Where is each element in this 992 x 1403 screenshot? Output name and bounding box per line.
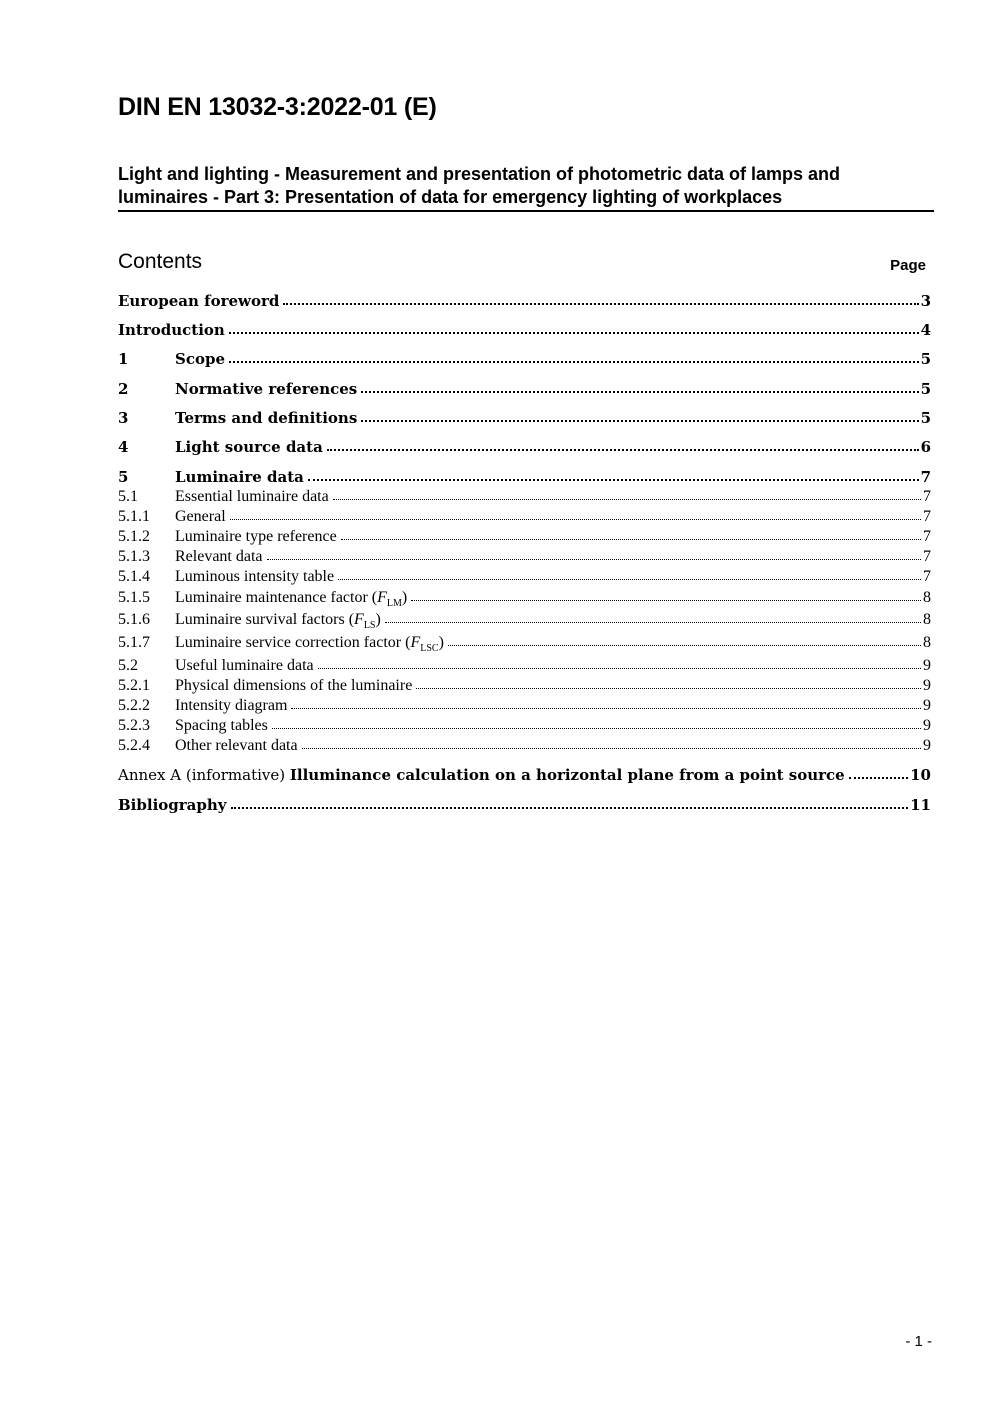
toc-entry-number: 1 [118, 350, 129, 368]
toc-dot-leader [333, 491, 921, 501]
toc-entry-title-text: Luminaire maintenance factor ( [175, 589, 378, 606]
toc-entry[interactable] [118, 634, 931, 654]
toc-entry[interactable] [118, 611, 931, 631]
toc-dot-leader [385, 614, 921, 624]
toc-entry[interactable] [118, 548, 931, 566]
toc-entry-title-text: Essential luminaire data [175, 488, 329, 505]
toc-entry-subscript: LSC [420, 643, 439, 655]
toc-dot-leader [291, 700, 921, 710]
toc-entry-title-text: General [175, 508, 226, 525]
toc-entry-title-text: Terms and definitions [175, 409, 358, 427]
toc-entry-title-text: Introduction [118, 321, 225, 339]
toc-entry-title-text: Bibliography [118, 796, 227, 814]
toc-entry-page: 7 [923, 488, 931, 505]
toc-entry-title [175, 528, 337, 546]
subtitle-line: Light and lighting - Measurement and presentation of photometric data of lamps and [118, 164, 841, 184]
toc-entry[interactable] [118, 528, 931, 546]
toc-entry-number: 5.2.3 [118, 717, 150, 734]
toc-entry[interactable] [118, 508, 931, 526]
toc-entry-page: 7 [923, 568, 931, 585]
toc-entry-number: 5.1.3 [118, 548, 150, 565]
toc-entry-symbol: F [377, 589, 387, 606]
toc-entry-title-end: ) [375, 611, 381, 628]
toc-entry-symbol: F [410, 634, 421, 651]
toc-dot-leader [341, 531, 921, 541]
toc-entry-title [175, 634, 444, 654]
toc-entry-title-text: Spacing tables [175, 717, 268, 734]
toc-entry-number: 5.1.6 [118, 611, 150, 628]
toc-dot-leader [302, 740, 921, 750]
toc-dot-leader [411, 592, 921, 602]
toc-entry[interactable] [118, 438, 931, 456]
toc-entry-title [175, 737, 298, 755]
toc-entry[interactable] [118, 321, 931, 339]
toc-entry[interactable] [118, 380, 931, 398]
toc-entry-title [175, 380, 357, 398]
toc-entry-title-text: Physical dimensions of the luminaire [175, 677, 413, 694]
toc-entry-title [175, 611, 381, 631]
toc-entry-page: 9 [923, 657, 931, 674]
toc-entry[interactable] [118, 737, 931, 755]
toc-dot-leader [849, 770, 908, 780]
toc-dot-leader [231, 800, 909, 810]
toc-entry[interactable] [118, 488, 931, 506]
toc-entry-title-text: Intensity diagram [175, 697, 288, 714]
toc-entry-title [118, 766, 845, 784]
toc-entry-title [118, 292, 279, 310]
toc-entry-page: 9 [923, 737, 931, 754]
toc-entry-number: 5.1.4 [118, 568, 150, 585]
toc-entry-page: 10 [910, 766, 931, 784]
toc-dot-leader [327, 442, 919, 452]
toc-entry-title [175, 508, 226, 526]
toc-entry-page: 9 [923, 697, 931, 714]
toc-entry-page: 8 [923, 634, 931, 651]
toc-entry-title [175, 488, 329, 506]
toc-entry-number: 5.1 [118, 488, 138, 505]
toc-entry-page: 11 [910, 796, 931, 814]
toc-dot-leader [229, 354, 919, 364]
toc-dot-leader [318, 660, 921, 670]
toc-entry-title [118, 321, 225, 339]
toc-entry-title [175, 717, 268, 735]
toc-entry[interactable] [118, 796, 931, 814]
toc-entry-page: 4 [920, 321, 931, 339]
toc-entry-title-text: Scope [175, 350, 226, 368]
toc-entry-title-text: European foreword [118, 292, 280, 310]
toc-entry-number: 5.1.2 [118, 528, 150, 545]
toc-entry-title [175, 568, 334, 586]
toc-entry-number: 5.2.4 [118, 737, 150, 754]
subtitle-line: luminaires - Part 3: Presentation of data for emergency lighting of workplaces [118, 187, 783, 207]
toc-entry-title-text: Luminaire data [175, 468, 304, 486]
document-id: DIN EN 13032-3:2022-01 (E) [118, 93, 437, 121]
toc-entry-title [175, 677, 412, 695]
toc-dot-leader [308, 472, 919, 482]
toc-dot-leader [230, 511, 921, 521]
toc-entry-page: 7 [923, 548, 931, 565]
toc-entry-page: 5 [920, 380, 931, 398]
toc-entry-title-text: Relevant data [175, 548, 263, 565]
toc-entry[interactable] [118, 657, 931, 675]
toc-entry[interactable] [118, 717, 931, 735]
toc-entry-title-text: Luminaire survival factors ( [175, 611, 355, 628]
toc-entry-number: 5.2.2 [118, 697, 150, 714]
toc-entry[interactable] [118, 589, 931, 609]
toc-dot-leader [448, 637, 921, 647]
toc-entry-number: 5.1.5 [118, 589, 150, 606]
toc-entry-title [175, 438, 323, 456]
toc-entry-title-text: Light source data [175, 438, 323, 456]
title-divider [118, 210, 934, 212]
toc-dot-leader [338, 571, 921, 581]
toc-entry-page: 9 [923, 717, 931, 734]
toc-entry-number: 2 [118, 380, 129, 398]
toc-entry[interactable] [118, 677, 931, 695]
toc-entry-title-text: Illuminance calculation on a horizontal plane from a point source [289, 766, 845, 784]
toc-entry-title [175, 589, 407, 609]
toc-entry-title [175, 468, 304, 486]
toc-dot-leader [229, 325, 919, 335]
toc-entry-page: 3 [920, 292, 931, 310]
toc-entry-page: 8 [923, 611, 931, 628]
toc-dot-leader [416, 680, 921, 690]
toc-entry[interactable] [118, 468, 931, 486]
toc-entry-title [175, 657, 314, 675]
toc-entry[interactable] [118, 409, 931, 427]
document-subtitle [118, 163, 934, 209]
toc-entry-title [118, 796, 227, 814]
toc-entry-page: 5 [920, 350, 931, 368]
toc-entry-subscript: LM [386, 598, 402, 610]
toc-entry-number: 5.1.1 [118, 508, 150, 525]
toc-dot-leader [267, 551, 921, 561]
toc-entry-title-text: Luminous intensity table [175, 568, 335, 585]
toc-entry[interactable] [118, 350, 931, 368]
toc-entry-title-end: ) [401, 589, 408, 606]
toc-entry-number: 4 [118, 438, 129, 456]
toc-entry-number: 5.1.7 [118, 634, 150, 651]
toc-entry-page: 5 [920, 409, 931, 427]
toc-dot-leader [283, 296, 918, 306]
toc-entry-title-text: Normative references [175, 380, 358, 398]
toc-entry-page: 9 [923, 677, 931, 694]
toc-entry-page: 7 [923, 508, 931, 525]
toc-entry-title [175, 548, 263, 566]
toc-entry-number: 5.2 [118, 657, 138, 674]
toc-dot-leader [361, 413, 918, 423]
toc-entry-page: 7 [923, 528, 931, 545]
contents-heading: Contents [118, 250, 203, 273]
toc-entry-title-end: ) [438, 634, 444, 651]
toc-entry-title-text: Other relevant data [175, 737, 298, 754]
toc-dot-leader [361, 384, 918, 394]
toc-entry[interactable] [118, 292, 931, 310]
toc-entry[interactable] [118, 766, 931, 784]
toc-entry[interactable] [118, 697, 931, 715]
toc-entry-title-text: Luminaire type reference [175, 528, 337, 545]
toc-entry-page: 7 [920, 468, 931, 486]
toc-entry-title-text: Useful luminaire data [175, 657, 314, 674]
toc-entry-symbol: F [354, 611, 364, 628]
toc-entry-title-text: Luminaire service correction factor ( [175, 634, 411, 651]
toc-entry-page: 6 [920, 438, 931, 456]
toc-entry-page: 8 [923, 589, 931, 606]
page-column-label: Page [890, 257, 926, 274]
page-number: - 1 - [905, 1333, 932, 1350]
toc-entry-prefix: Annex A (informative) [118, 766, 290, 784]
toc-entry-title [175, 350, 225, 368]
toc-dot-leader [272, 720, 921, 730]
toc-entry[interactable] [118, 568, 931, 586]
toc-entry-subscript: LS [363, 620, 376, 632]
toc-entry-number: 5.2.1 [118, 677, 150, 694]
toc-entry-title [175, 697, 287, 715]
toc-entry-number: 3 [118, 409, 129, 427]
toc-entry-title [175, 409, 357, 427]
toc-entry-number: 5 [118, 468, 129, 486]
